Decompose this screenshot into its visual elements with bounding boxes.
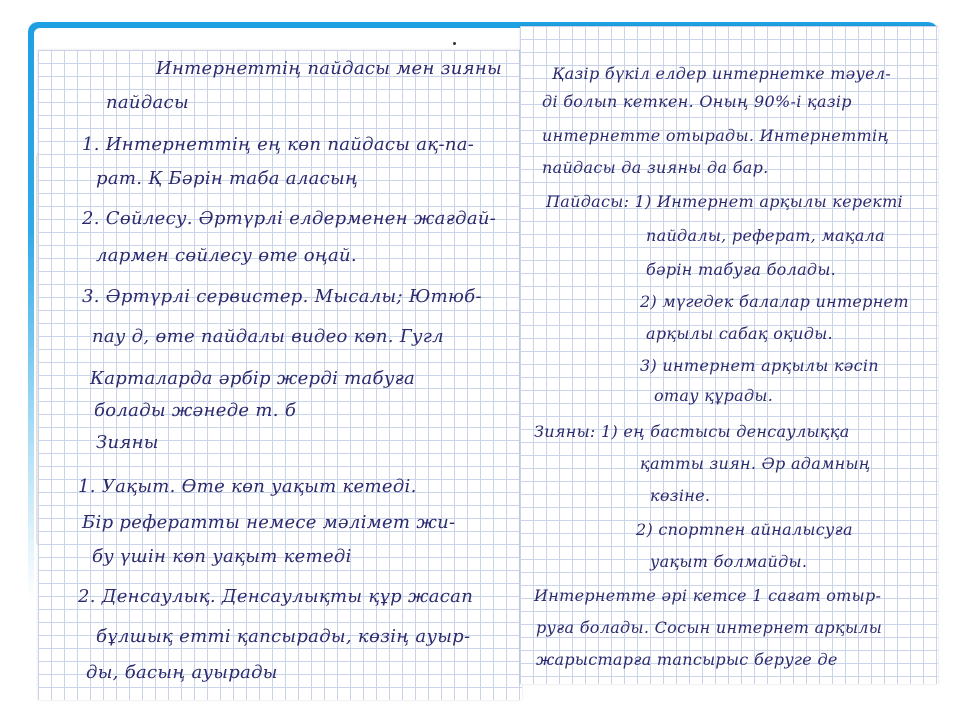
text-line: пайдасы (106, 92, 189, 113)
text-line: пау д, өте пайдалы видео көп. Гугл (92, 326, 444, 347)
text-line: пайдасы да зияны да бар. (542, 158, 769, 177)
text-line: бәрін табуға болады. (646, 260, 837, 279)
text-line: 2) мүгедек балалар интернет (640, 292, 909, 311)
text-line: жарыстарға тапсырыс беруге де (536, 650, 838, 669)
text-line: уақыт болмайды. (650, 552, 808, 571)
text-line: Қазір бүкіл елдер интернетке тәуел- (552, 64, 892, 83)
text-line: 3. Әртүрлі сервистер. Мысалы; Ютюб- (82, 286, 482, 307)
text-line: көзіне. (650, 486, 711, 505)
left-notebook-page (38, 50, 522, 700)
text-line: болады жәнеде т. б (94, 400, 297, 421)
page-title: Интернеттің пайдасы мен зияны (156, 58, 502, 79)
text-line: қатты зиян. Әр адамның (640, 454, 871, 473)
right-notebook-page (520, 26, 938, 684)
text-line: 2. Денсаулық. Денсаулықты құр жасап (78, 586, 474, 607)
text-line: Карталарда әрбір жерді табуға (90, 368, 416, 389)
text-line: Бір рефератты немесе мәлімет жи- (82, 512, 456, 533)
text-line: 2) спортпен айналысуға (636, 520, 853, 539)
text-line: пайдалы, реферат, мақала (646, 226, 885, 245)
ink-dot (453, 42, 456, 45)
text-line: отау құрады. (654, 386, 774, 405)
text-line: ді болып кеткен. Оның 90%-і қазір (542, 92, 852, 111)
section-heading: Зияны (96, 432, 159, 453)
text-line: интернетте отырады. Интернеттің (542, 126, 890, 145)
text-line: 1. Уақыт. Өте көп уақыт кетеді. (78, 476, 417, 497)
text-line: бу үшін көп уақыт кетеді (92, 546, 352, 567)
text-line: Зияны: 1) ең бастысы денсаулыққа (534, 422, 850, 441)
text-line: 3) интернет арқылы кәсіп (640, 356, 879, 375)
text-line: Пайдасы: 1) Интернет арқылы керекті (546, 192, 903, 211)
text-line: ды, басың ауырады (86, 662, 278, 683)
text-line: 1. Интернеттің ең көп пайдасы ақ-па- (82, 134, 475, 155)
text-line: руға болады. Сосын интернет арқылы (536, 618, 883, 637)
text-line: арқылы сабақ оқиды. (646, 324, 833, 343)
text-line: 2. Сөйлесу. Әртүрлі елдерменен жағдай- (82, 208, 497, 229)
text-line: бұлшық етті қапсырады, көзің ауыр- (96, 626, 471, 647)
text-line: лармен сөйлесу өте оңай. (96, 245, 357, 266)
text-line: Интернетте әрі кетсе 1 сағат отыр- (534, 586, 882, 605)
text-line: рат. Қ Бәрін таба аласың (96, 168, 359, 189)
